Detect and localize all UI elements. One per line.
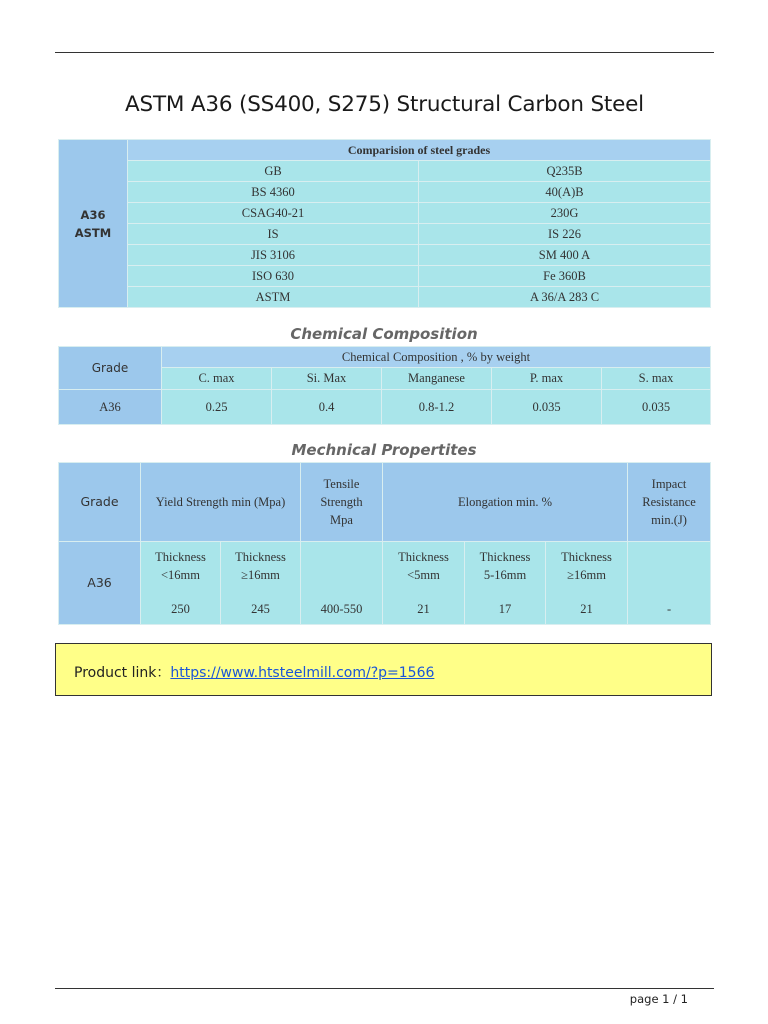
table-row (59, 161, 711, 182)
page-number: page 1 / 1 (629, 992, 688, 1006)
elongation-header: Elongation min. % (383, 463, 628, 542)
mech-value-cell (301, 542, 383, 625)
mech-value-cell (221, 542, 301, 625)
chem-col-header: C. max (162, 368, 272, 390)
impact-header-line: Resistance (642, 495, 696, 509)
chemical-composition-table (58, 346, 711, 425)
sub-value: 17 (498, 602, 512, 616)
chem-value-cell: 0.035 (602, 390, 711, 425)
tensile-header-line: Mpa (330, 513, 353, 527)
sub-label: Thickness (561, 550, 612, 564)
chem-col-header: Manganese (382, 368, 492, 390)
standard-cell: GB (128, 161, 419, 182)
mech-value-cell (546, 542, 628, 625)
tensile-strength-header (301, 463, 383, 542)
top-rule (55, 52, 714, 53)
sub-label: Thickness (479, 550, 531, 564)
sub-value: 245 (251, 602, 270, 616)
product-link[interactable]: https://www.htsteelmill.com/?p=1566 (170, 665, 435, 681)
standard-cell: CSAG40-21 (128, 203, 419, 224)
chem-group-header: Chemical Composition , % by weight (162, 347, 711, 368)
table-row (59, 224, 711, 245)
sub-label: <5mm (407, 568, 440, 582)
page-title: ASTM A36 (SS400, S275) Structural Carbon Steel (125, 92, 644, 117)
sub-label: Thickness (398, 550, 449, 564)
sub-label: Thickness (235, 550, 286, 564)
mech-value-cell (383, 542, 465, 625)
chemical-composition-heading: Chemical Composition (290, 325, 478, 343)
mech-value-cell (141, 542, 221, 625)
grade-side-label-astm: ASTM (74, 225, 112, 240)
table-row (59, 203, 711, 224)
impact-header-line: min.(J) (651, 513, 687, 527)
yield-strength-header: Yield Strength min (Mpa) (141, 463, 301, 542)
product-link-label: Product link： (74, 665, 171, 681)
grade-cell: A 36/A 283 C (419, 287, 711, 308)
standard-cell: IS (128, 224, 419, 245)
grade-side-label-a36: A36 (80, 207, 106, 222)
chem-col-header: Si. Max (272, 368, 382, 390)
sub-value: - (666, 602, 672, 616)
chem-grade-header: Grade (59, 347, 162, 390)
table-row (59, 245, 711, 266)
table-row (59, 542, 711, 625)
table-row (59, 266, 711, 287)
impact-header-line: Impact (651, 477, 687, 491)
chem-value-cell: 0.25 (162, 390, 272, 425)
table-row (59, 390, 711, 425)
bottom-rule (55, 988, 714, 989)
mech-value-cell (465, 542, 546, 625)
sub-value: 400-550 (320, 602, 363, 616)
sub-value: 21 (417, 602, 430, 616)
tensile-header-line: Tensile (323, 477, 360, 491)
chem-value-cell: 0.4 (272, 390, 382, 425)
steel-grade-comparison-table (58, 139, 711, 308)
sub-value: 250 (171, 602, 190, 616)
grade-cell: SM 400 A (419, 245, 711, 266)
sub-label: ≥16mm (241, 568, 280, 582)
sub-label: <16mm (161, 568, 200, 582)
chem-value-cell: 0.8-1.2 (382, 390, 492, 425)
table-row (59, 182, 711, 203)
mech-grade-cell: A36 (59, 542, 141, 625)
grade-cell: 230G (419, 203, 711, 224)
sub-label: ≥16mm (567, 568, 606, 582)
product-link-line (74, 662, 434, 682)
standard-cell: ASTM (128, 287, 419, 308)
impact-resistance-header (628, 463, 711, 542)
mechanical-properties-table (58, 462, 711, 625)
grade-cell: IS 226 (419, 224, 711, 245)
standard-cell: BS 4360 (128, 182, 419, 203)
grade-cell: 40(A)B (419, 182, 711, 203)
chem-col-header: S. max (602, 368, 711, 390)
table-row (59, 287, 711, 308)
sub-value: 21 (580, 602, 593, 616)
standard-cell: JIS 3106 (128, 245, 419, 266)
grade-cell: Fe 360B (419, 266, 711, 287)
product-link-box (55, 643, 712, 696)
mech-grade-header: Grade (59, 463, 141, 542)
grade-cell: Q235B (419, 161, 711, 182)
sub-label: 5-16mm (483, 568, 527, 582)
chem-value-cell: 0.035 (492, 390, 602, 425)
mech-value-cell (628, 542, 711, 625)
chem-col-header: P. max (492, 368, 602, 390)
sub-label: Thickness (155, 550, 206, 564)
chem-grade-cell: A36 (59, 390, 162, 425)
mechanical-properties-heading: Mechnical Propertites (291, 441, 477, 459)
grade-side-cell (59, 140, 128, 308)
comparison-header: Comparision of steel grades (128, 140, 711, 161)
standard-cell: ISO 630 (128, 266, 419, 287)
tensile-header-line: Strength (320, 495, 363, 509)
